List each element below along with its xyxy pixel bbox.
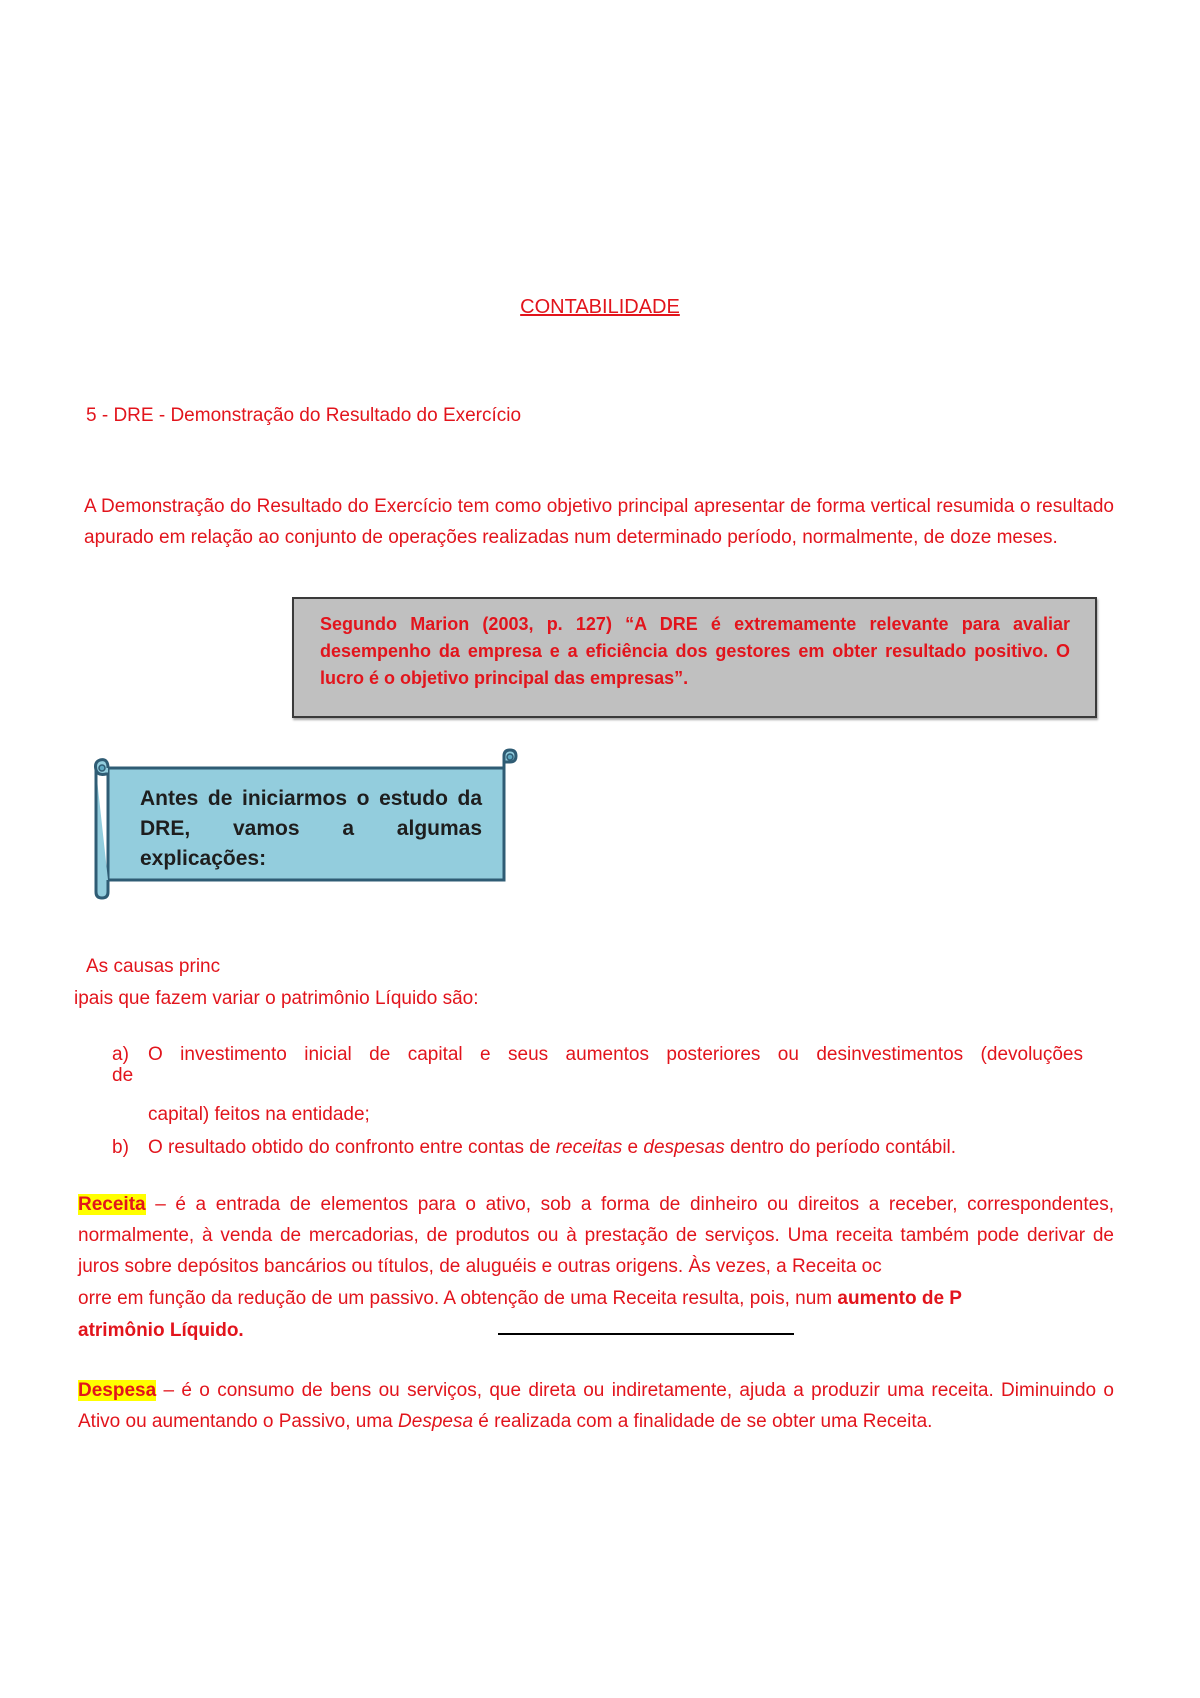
causes-line-1: As causas princ — [86, 956, 221, 977]
receita-term: Receita — [78, 1194, 146, 1215]
section-heading: 5 - DRE - Demonstração do Resultado do Exercício — [86, 405, 522, 426]
list-marker-b: b) — [112, 1137, 129, 1158]
list-marker-a: a) — [112, 1044, 129, 1065]
receita-line-4: orre em função da redução de um passivo. A obtenção de uma Receita resulta, pois, num aumento de P — [78, 1288, 962, 1309]
receita-paragraph: Receita – é a entrada de elementos para o ativo, sob a forma de dinheiro ou direitos a receber, correspondentes, normalmente, à venda de mercadorias, de produtos ou à prestação de serviços. Uma receita também pode derivar de juros sobre depósitos bancários ou títulos, de aluguéis e outras origens. Às vezes, a Receita oc — [78, 1194, 1114, 1277]
quote-text: Segundo Marion (2003, p. 127) “A DRE é extremamente relevante para avaliar desempenho da empresa e a eficiência dos gestores em obter resultado positivo. O lucro é o objetivo principal das empresas”. — [320, 614, 1070, 688]
list-item-a-cont: capital) feitos na entidade; — [148, 1104, 370, 1125]
causes-line-2: ipais que fazem variar o patrimônio Líquido são: — [74, 988, 479, 1009]
list-item-a-wrap: de — [112, 1065, 134, 1086]
scroll-text: Antes de iniciarmos o estudo da DRE, vamos a algumas explicações: — [140, 787, 482, 870]
page-title: CONTABILIDADE — [520, 296, 680, 318]
list-item-a: O investimento inicial de capital e seus aumentos posteriores ou desinvestimentos (devoluções — [148, 1044, 1083, 1065]
despesa-paragraph: Despesa – é o consumo de bens ou serviços, que direta ou indiretamente, ajuda a produzir uma receita. Diminuindo o Ativo ou aumentando o Passivo, uma Despesa é realizada com a finalidade de se obter uma Receita. — [78, 1380, 1114, 1432]
list-item-b: O resultado obtido do confronto entre contas de receitas e despesas dentro do período contábil. — [148, 1137, 957, 1158]
quote-box — [292, 597, 1097, 718]
despesa-term: Despesa — [78, 1380, 157, 1401]
divider-line — [498, 1333, 794, 1335]
receita-line-5: atrimônio Líquido. — [78, 1320, 244, 1341]
intro-paragraph: A Demonstração do Resultado do Exercício tem como objetivo principal apresentar de forma vertical resumida o resultado apurado em relação ao conjunto de operações realizadas num determinado período, normalmente, de doze meses. — [84, 496, 1114, 548]
